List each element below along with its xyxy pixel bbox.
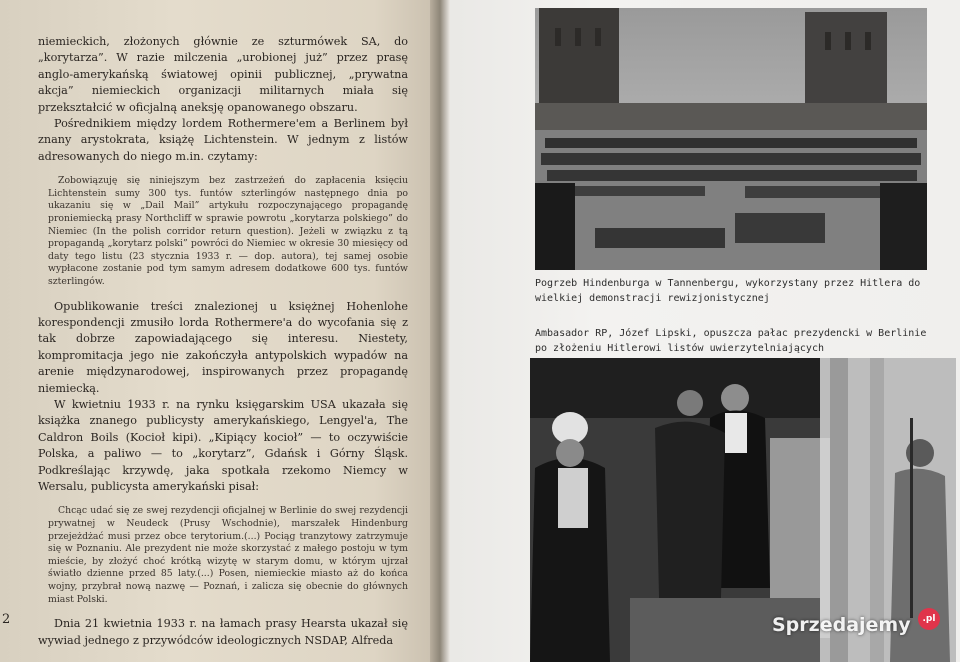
paragraph: niemieckich, złożonych głównie ze szturmówek SA, do „korytarza”. W razie milczenia „urobionej już” przez prasę anglo-amerykańską światowej opinii publicznej, „prywatna akcja” niemieckich organizacji militarnych miała się przekształcić w oficjalną aneksję opanowanego obszaru. <box>38 35 408 114</box>
photo-caption-2: Ambasador RP, Józef Lipski, opuszcza pałac prezydencki w Berlinie po złożeniu Hitlerowi listów uwierzytelniających <box>535 328 927 354</box>
watermark-badge: .pl <box>918 608 940 630</box>
quote-paragraph: Chcąc udać się ze swej rezydencji oficjalnej w Berlinie do swej rezydencji prywatnej w Neudeck (Prusy Wschodnie), marszałek Hindenburg przejeżdżać musi przez obce terytorium.(...) Pociąg tranzytowy zatrzymuje się w Poznaniu. Ale prezydent nie może skorzystać z małego postoju w tym mieście, by złożyć choć krótką wizytę w starym domu, w którym ujrzał światło dzienne przed 85 laty.(...) Posen, niemieckie miasto aż do końca wojny, przybrał nową nazwę — Poznań, i zalicza się obecnie do głównych miast Polski. <box>48 505 408 605</box>
left-book-page <box>0 0 440 662</box>
funeral-photo-illustration <box>535 8 927 270</box>
watermark-text: Sprzedajemy <box>772 614 911 636</box>
photo-caption-1: Pogrzeb Hindenburga w Tannenbergu, wykorzystany przez Hitlera do wielkiej demonstracji rewizjonistycznej <box>535 278 921 304</box>
quote-paragraph: Zobowiązuję się niniejszym bez zastrzeżeń do zapłacenia księciu Lichtenstein sumy 300 tys. funtów szterlingów następnego dnia po ukazaniu się w „Dail Mail” artykułu rozpoczynającego propagandę proniemiecką prasy Northcliff w sprawie powrotu „korytarza polskiego” do Niemiec (In the polish corridor return question). Jeżeli w związku z tą propagandą „korytarz polski” powróci do Niemiec w okresie 30 miesięcy od daty tego listu (23 stycznia 1933 r. — dop. autora), tej samej osobie wypłacone zostanie pod tym samym adresem dodatkowe 600 tys. funtów szterlingów. <box>48 175 408 287</box>
paragraph: Opublikowanie treści znalezionej u księżnej Hohenlohe korespondencji zmusiło lorda Rothermere'a do wycofania się z tak dobrze zapowiadającego się interesu. Niestety, kompromitacja jego nie zakończyła antypolskich wypadów na arenie międzynarodowej, inspirowanych przez propagandę niemiecką. <box>38 299 408 395</box>
left-page-text <box>38 34 408 649</box>
paragraph: Pośrednikiem między lordem Rothermere'em a Berlinem był znany arystokrata, książę Lichtenstein. W jednym z listów adresowanych do niego m.in. czytamy: <box>38 117 408 163</box>
page-number: 2 <box>2 612 11 627</box>
paragraph: Dnia 21 kwietnia 1933 r. na łamach prasy Hearsta ukazał się wywiad jednego z przywódców ideologicznych NSDAP, Alfreda <box>38 617 408 647</box>
book-gutter <box>430 0 450 662</box>
hindenburg-funeral-photo <box>535 8 927 270</box>
paragraph: W kwietniu 1933 r. na rynku księgarskim USA ukazała się książka znanego publicysty amerykańskiego, Lengyel'a, The Caldron Boils (Kocioł kipi). „Kipiący kocioł” — to oczywiście Polska, a paliwo — to „korytarz”, Gdańsk i Górny Śląsk. Podkreślając krzywdę, jaka spotkała rzekomo Niemcy w Wersalu, publicysta amerykański pisał: <box>38 398 408 494</box>
